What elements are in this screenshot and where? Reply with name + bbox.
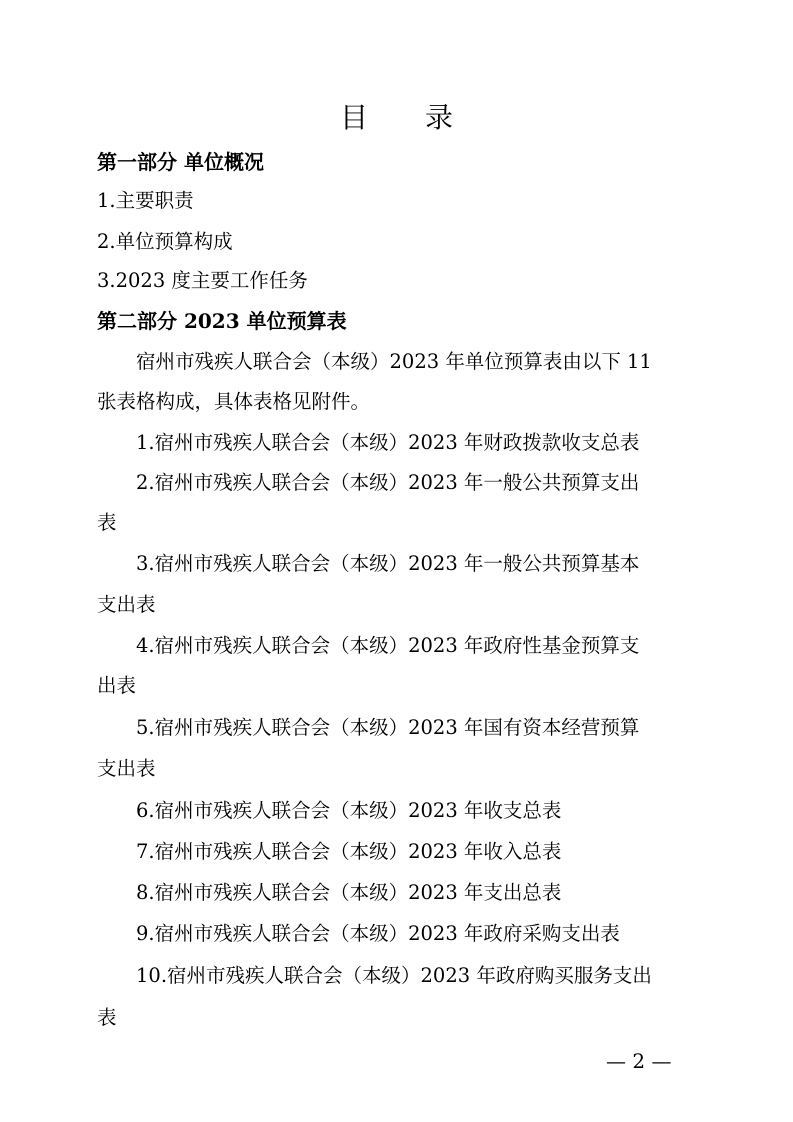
table-item-4-continued: 出表	[97, 674, 137, 697]
table-item-9: 9.宿州市残疾人联合会（本级）2023 年政府采购支出表	[136, 922, 620, 945]
table-item-1: 1.宿州市残疾人联合会（本级）2023 年财政拨款收支总表	[136, 431, 640, 454]
table-item-8: 8.宿州市残疾人联合会（本级）2023 年支出总表	[136, 881, 562, 904]
table-item-2-continued: 表	[97, 511, 117, 534]
part1-heading: 第一部分 单位概况	[97, 150, 264, 174]
part1-item-2: 2.单位预算构成	[97, 230, 233, 253]
part2-intro-line1: 宿州市残疾人联合会（本级）2023 年单位预算表由以下 11	[136, 350, 652, 373]
table-item-10: 10.宿州市残疾人联合会（本级）2023 年政府购买服务支出	[136, 964, 652, 987]
part1-item-1: 1.主要职责	[97, 189, 194, 212]
table-item-10-continued: 表	[97, 1006, 117, 1029]
table-item-5: 5.宿州市残疾人联合会（本级）2023 年国有资本经营预算	[136, 716, 640, 739]
table-item-6: 6.宿州市残疾人联合会（本级）2023 年收支总表	[136, 799, 562, 822]
part2-intro-line2: 张表格构成，具体表格见附件。	[97, 390, 371, 413]
table-item-3-continued: 支出表	[97, 593, 156, 616]
table-item-4: 4.宿州市残疾人联合会（本级）2023 年政府性基金预算支	[136, 634, 640, 657]
table-item-3: 3.宿州市残疾人联合会（本级）2023 年一般公共预算基本	[136, 552, 640, 575]
table-item-5-continued: 支出表	[97, 757, 156, 780]
table-item-2: 2.宿州市残疾人联合会（本级）2023 年一般公共预算支出	[136, 471, 640, 494]
table-item-7: 7.宿州市残疾人联合会（本级）2023 年收入总表	[136, 840, 562, 863]
part2-heading: 第二部分 2023 单位预算表	[97, 309, 347, 333]
part1-item-3: 3.2023 度主要工作任务	[97, 269, 308, 292]
page-title: 目 录	[340, 101, 477, 134]
page-number: — 2 —	[606, 1049, 672, 1073]
